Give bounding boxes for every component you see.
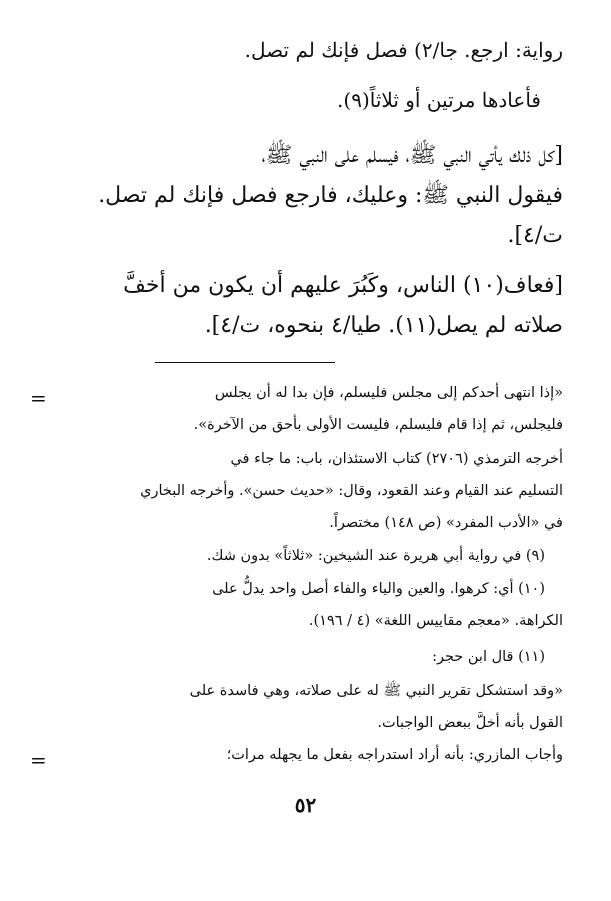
footnote-11-maziri: وأجاب المازري: بأنه أراد استدراجه بفعل ما يجهله مرات؛ [226,747,563,763]
footnote-line-4: التسليم عند القيام وعند القعود، وقال: «حديث حسن». وأخرجه البخاري [140,483,563,499]
footnote-divider [155,362,335,363]
main-text-line-1: رواية: ارجع. جا/٢) فصل فإنك لم تصل. [244,38,563,62]
main-text-line-7: صلاته لم يصل(١١). طيا/٤ بنحوه، ت/٤]. [204,313,563,338]
footnote-11-quote: «وقد استشكل تقرير النبي ﷺ له على صلاته، وهي فاسدة على [189,683,563,699]
footnote-10-continued: الكراهة. «معجم مقاييس اللغة» (٤ / ١٩٦). [308,613,563,629]
continuation-mark-top: = [30,386,47,410]
page-number: ٥٢ [294,793,317,817]
main-text-line-3: [كل ذلك يأتي النبي ﷺ، فيسلم على النبي ﷺ، [261,143,563,168]
footnote-10: (١٠) أي: كرهوا. والعين والياء والفاء أصل واحد يدلُّ على [212,581,545,597]
main-text-line-6: [فعاف(١٠) الناس، وكَبُرَ عليهم أن يكون من أخفَّ [123,273,563,298]
footnote-line-1: «إذا انتهى أحدكم إلى مجلس فليسلم، فإن بدا له أن يجلس [214,385,563,401]
footnote-11-quote-continued: القول بأنه أخلَّ ببعض الواجبات. [377,715,563,731]
footnote-line-3: أخرجه الترمذي (٢٧٠٦) كتاب الاستئذان، باب: ما جاء في [230,451,563,467]
footnote-9: (٩) في رواية أبي هريرة عند الشيخين: «ثلاثاً» بدون شك. [206,548,545,564]
main-text-line-2: فأعادها مرتين أو ثلاثاً(٩). [337,88,541,112]
continuation-mark-bottom: = [30,748,47,772]
footnote-11: (١١) قال ابن حجر: [432,649,545,665]
footnote-line-5: في «الأدب المفرد» (ص ١٤٨) مختصراً. [329,515,563,531]
footnote-line-2: فليجلس، ثم إذا قام فليسلم، فليست الأولى بأحق من الآخرة». [193,417,563,433]
main-text-line-5: ت/٤]. [507,223,563,248]
main-text-line-4: فيقول النبي ﷺ: وعليك، فارجع فصل فإنك لم تصل. [98,183,563,208]
